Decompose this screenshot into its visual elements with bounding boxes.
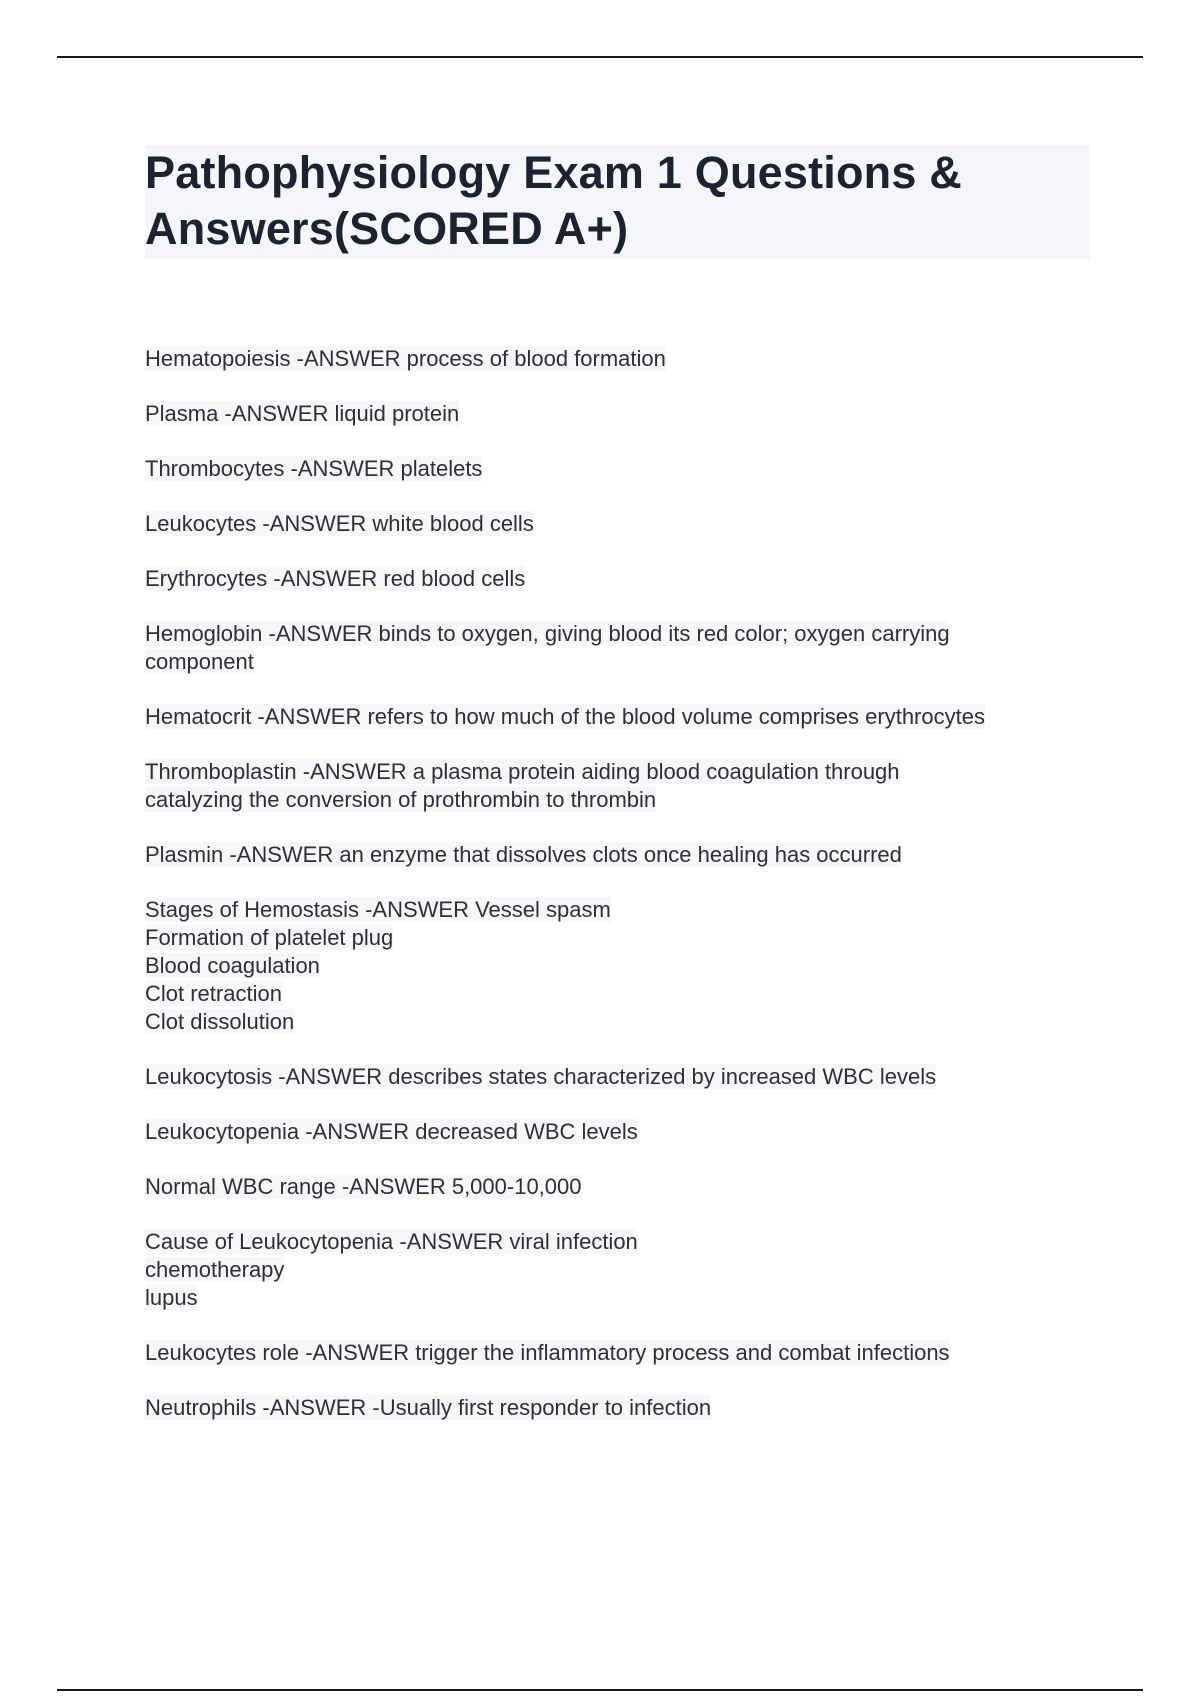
bottom-rule xyxy=(57,1689,1143,1691)
top-rule xyxy=(57,56,1143,58)
qa-item xyxy=(145,620,1090,676)
qa-item xyxy=(145,758,1090,814)
qa-text: Hematocrit -ANSWER refers to how much of the blood volume comprises erythrocytes xyxy=(145,704,985,729)
qa-text: Leukocytes -ANSWER white blood cells xyxy=(145,511,534,536)
qa-text: Erythrocytes -ANSWER red blood cells xyxy=(145,566,526,591)
qa-item xyxy=(145,1173,1090,1201)
qa-text: Cause of Leukocytopenia -ANSWER viral infection chemotherapy lupus xyxy=(145,1229,638,1310)
qa-text: Thrombocytes -ANSWER platelets xyxy=(145,456,483,481)
qa-text: Normal WBC range -ANSWER 5,000-10,000 xyxy=(145,1174,582,1199)
qa-text: Plasma -ANSWER liquid protein xyxy=(145,401,460,426)
document-title: Pathophysiology Exam 1 Questions & Answers(SCORED A+) xyxy=(145,147,962,254)
qa-item xyxy=(145,1394,1090,1422)
qa-item xyxy=(145,703,1090,731)
qa-text: Leukocytes role -ANSWER trigger the inflammatory process and combat infections xyxy=(145,1340,950,1365)
title-block xyxy=(145,145,1090,259)
qa-item xyxy=(145,1118,1090,1146)
qa-text: Leukocytopenia -ANSWER decreased WBC levels xyxy=(145,1119,638,1144)
qa-item xyxy=(145,565,1090,593)
qa-item xyxy=(145,455,1090,483)
qa-text: Hematopoiesis -ANSWER process of blood formation xyxy=(145,346,666,371)
qa-item xyxy=(145,1228,1090,1312)
qa-text: Thromboplastin -ANSWER a plasma protein aiding blood coagulation through catalyzing the conversion of prothrombin to thrombin xyxy=(145,759,900,812)
qa-item xyxy=(145,345,1090,373)
qa-text: Leukocytosis -ANSWER describes states characterized by increased WBC levels xyxy=(145,1064,937,1089)
qa-text: Stages of Hemostasis -ANSWER Vessel spasm Formation of platelet plug Blood coagulation Clot retraction Clot dissolution xyxy=(145,897,611,1034)
qa-text: Neutrophils -ANSWER -Usually first responder to infection xyxy=(145,1395,712,1420)
qa-item xyxy=(145,896,1090,1036)
qa-item xyxy=(145,510,1090,538)
qa-item xyxy=(145,1063,1090,1091)
qa-item xyxy=(145,1339,1090,1367)
document-body xyxy=(145,145,1090,1449)
qa-item xyxy=(145,841,1090,869)
qa-list xyxy=(145,345,1090,1422)
qa-text: Hemoglobin -ANSWER binds to oxygen, giving blood its red color; oxygen carrying component xyxy=(145,621,950,674)
qa-text: Plasmin -ANSWER an enzyme that dissolves clots once healing has occurred xyxy=(145,842,902,867)
qa-item xyxy=(145,400,1090,428)
